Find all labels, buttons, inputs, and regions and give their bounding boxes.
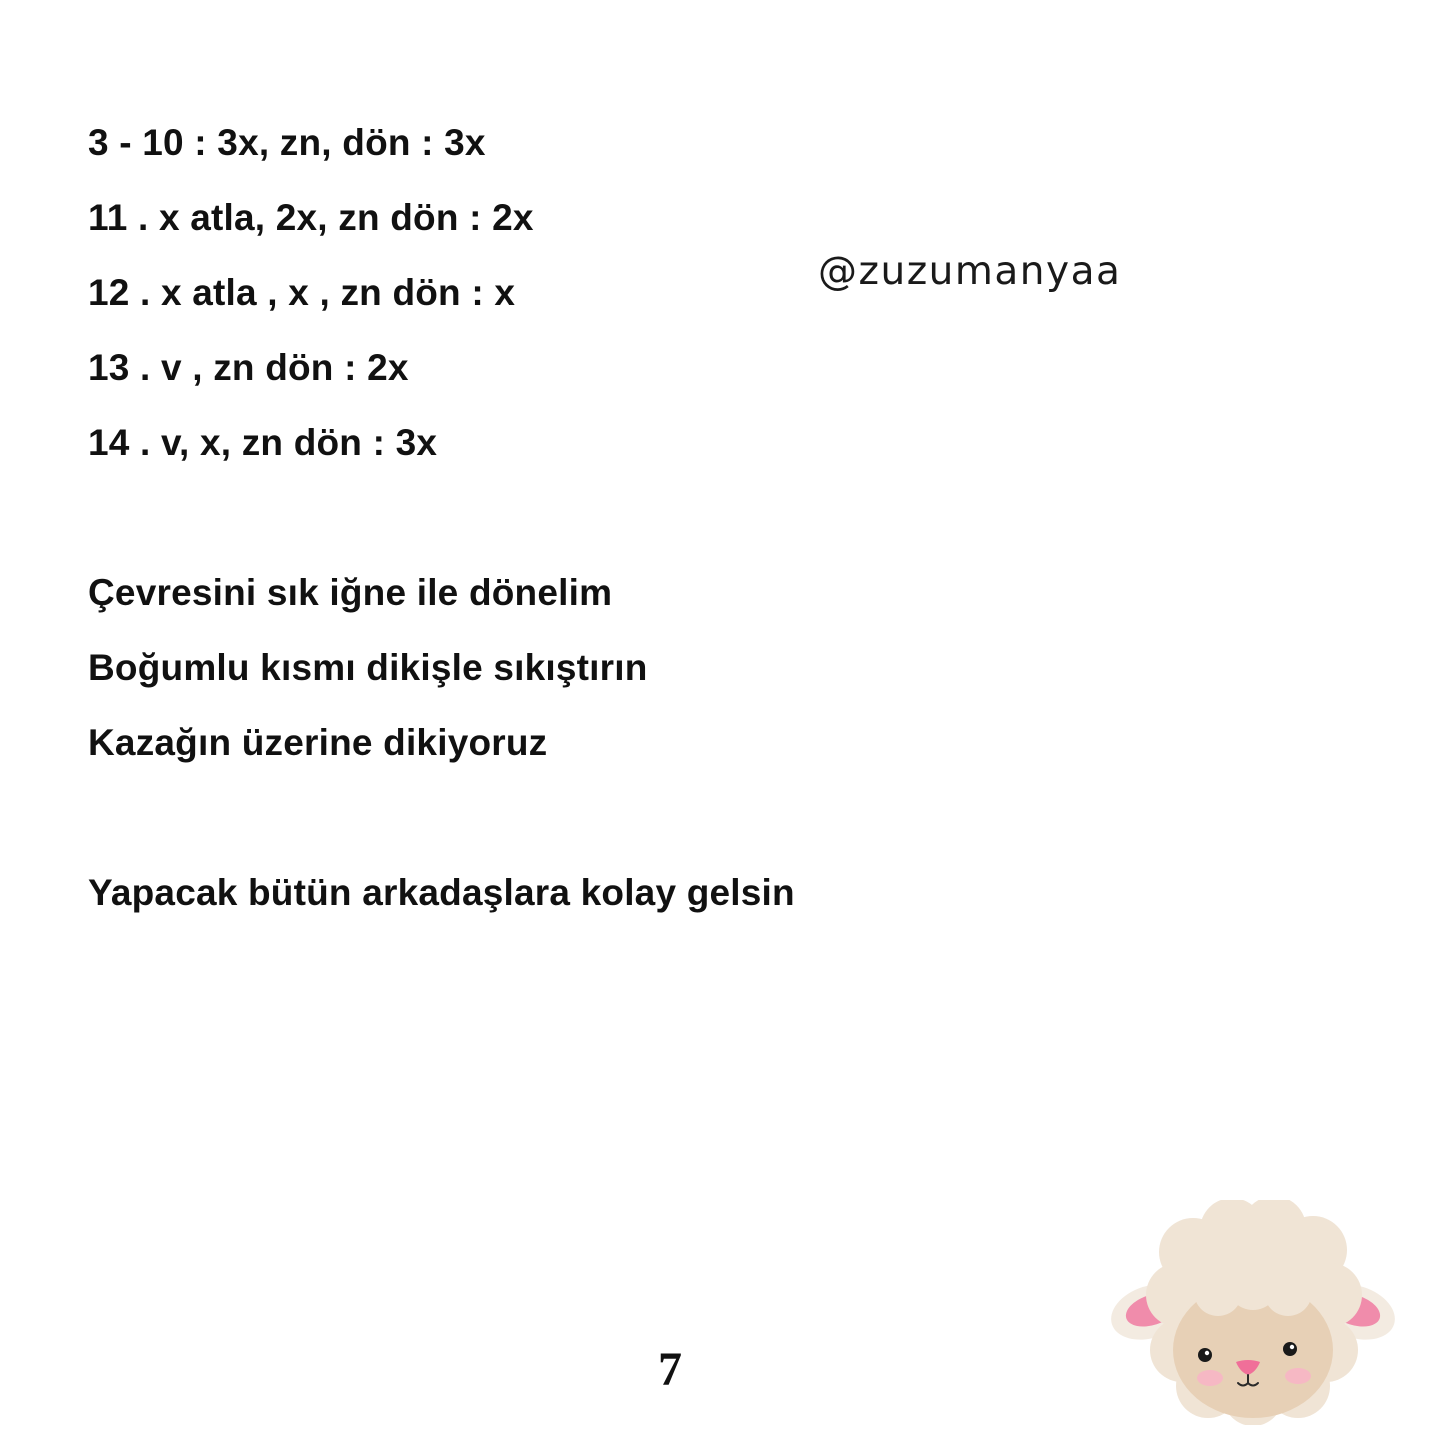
sheep-face-icon <box>1108 1200 1398 1425</box>
instruction-row-3: 12 . x atla , x , zn dön : x <box>88 272 516 313</box>
instruction-row-2: 11 . x atla, 2x, zn dön : 2x <box>88 197 534 238</box>
sheep-eye-right <box>1283 1342 1297 1356</box>
instruction-row-5: 14 . v, x, zn dön : 3x <box>88 422 438 463</box>
note-line-1: Çevresini sık iğne ile dönelim <box>88 572 613 613</box>
sheep-cheek-left <box>1197 1370 1223 1386</box>
note-line-2: Boğumlu kısmı dikişle sıkıştırın <box>88 647 648 688</box>
closing-message: Yapacak bütün arkadaşlara kolay gelsin <box>88 872 795 913</box>
sheep-eye-left <box>1198 1348 1212 1362</box>
watermark-handle: @zuzumanyaa <box>818 249 1122 294</box>
sheep-cheek-right <box>1285 1368 1311 1384</box>
page-number: 7 <box>658 1343 682 1396</box>
note-line-3: Kazağın üzerine dikiyoruz <box>88 722 548 763</box>
instruction-row-1: 3 - 10 : 3x, zn, dön : 3x <box>88 122 486 163</box>
instruction-row-4: 13 . v , zn dön : 2x <box>88 347 409 388</box>
